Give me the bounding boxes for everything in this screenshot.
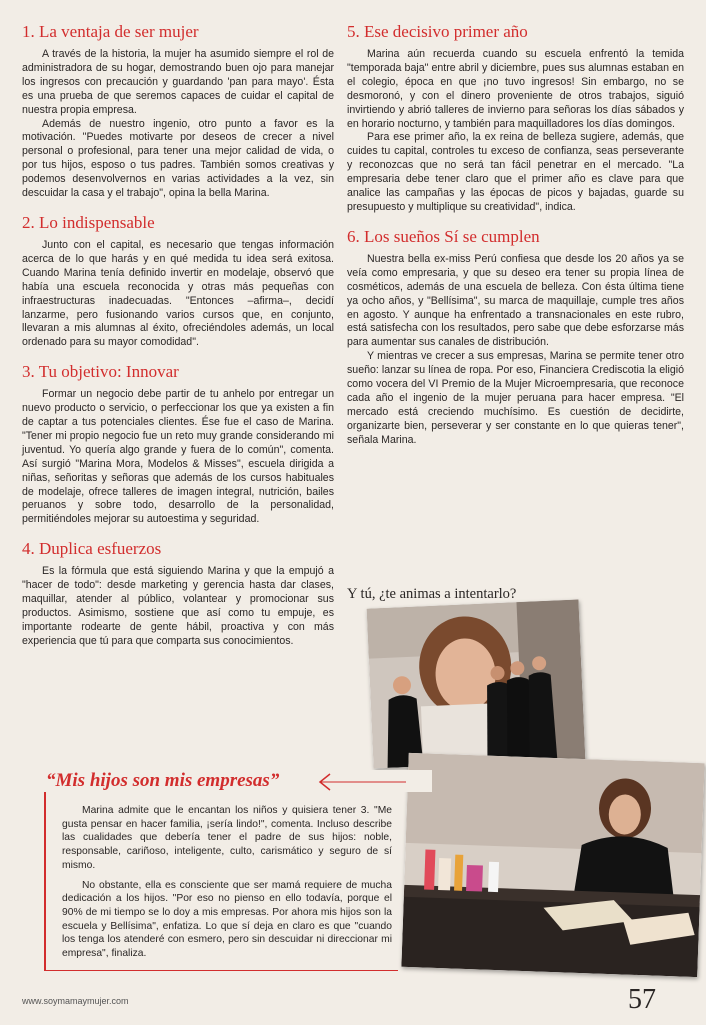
section-2 [22, 213, 334, 350]
paragraph: Formar un negocio debe partir de tu anhelo por entregar un nuevo producto o servicio, o perfeccionar los que ya existen a fin de captar a tus potenciales clientes. Ése fue el caso de Marina. "Tener mi propio negocio fue un reto muy grande considerando mi juventud. Yo quería algo grande y fuera de lo común", comenta. Así surgió "Marina Mora, Modelos & Misses", escuela dirigida a niñas, señoritas y señoras que además de los cursos habituales de modelaje, ofrece talleres de imagen integral, nutrición, bailes peruanos y sobre todo, desarrollo de la personalidad, permitiéndoles mejorar su autoestima y seguridad. [22, 388, 334, 526]
section-title: 5. Ese decisivo primer año [347, 22, 528, 41]
marina-desk-photo [401, 753, 704, 977]
paragraph: Nuestra bella ex-miss Perú confiesa que desde los 20 años ya se veía como empresaria, y que su deseo era tener su propia línea de cosméticos, además de una escuela de belleza. Con ésta última tiene ya ocho años, y "Bellísima", su marca de maquillaje, cumple tres años en agosto. Y aunque ha enfrentado a transnacionales en este rubro, está satisfecha con los resultados, pero sabe que debe esforzarse más para aumentar sus canales de distribución. [347, 252, 684, 349]
section-title: 6. Los sueños Sí se cumplen [347, 226, 540, 246]
page-number: 57 [628, 984, 656, 1015]
paragraph: Junto con el capital, es necesario que tengas información acerca de lo que harás y en qué medida tu idea será exitosa. Cuando Marina tenía definido invertir en modelaje, observó que había una escuela reconocida y otras más pequeñas con infraestructuras inadecuadas. "Entonces –afirma–, decidí lanzarme, pero fusionando varios cursos que, en conjunto, llevaran a mis alumnas al éxito, ofreciéndoles además, un local ordenado para su mayor comodidad". [22, 238, 334, 349]
closing-question: Y tú, ¿te animas a intentarlo? [347, 586, 517, 602]
paragraph: Para ese primer año, la ex reina de belleza sugiere, además, que cuides tu capital, controles tu exceso de confianza, seas perseverante y reconozcas que no será tan fácil penetrar en el mercado. "La empresaria debe tener claro que el primer año es clave para que analice las campañas y las épocas de picos y bajadas, guarde su presupuesto y multiplique su creatividad", indica. [347, 131, 684, 213]
paragraph: Además de nuestro ingenio, otro punto a favor es la motivación. "Puedes motivarte por deseos de crecer a nivel personal o profesional, para tener una mejor calidad de vida, o por tus hijos, esposo o tus padres. También somos creativas y podemos desenvolvernos en varias actividades a la vez, sin descuidar la casa y el trabajo", opina la bella Marina. [22, 117, 334, 200]
section-title: 1. La ventaja de ser mujer [22, 22, 199, 41]
right-column [347, 22, 684, 460]
left-column [22, 22, 334, 661]
section-4 [22, 539, 334, 648]
section-6 [347, 227, 684, 448]
section-5 [347, 22, 684, 215]
models-group-photo [367, 599, 586, 768]
sidebar-title: “Mis hijos son mis empresas” [40, 770, 432, 792]
section-3 [22, 362, 334, 527]
paragraph: No obstante, ella es consciente que ser mamá requiere de mucha dedicación a los hijos. "Por eso no pienso en ello todavía, porque el 90% de mi tiempo se lo doy a mis empresas. Por ahora mis hijos son la escuela y Bellísima", enfatiza. Lo que sí deja en claro es que "cuando los tenga los atenderé con esmero, pero sin descuidar ni direccionar mi empresa", finaliza. [62, 879, 392, 960]
section-title: 4. Duplica esfuerzos [22, 539, 162, 559]
paragraph: Marina aún recuerda cuando su escuela enfrentó la temida "temporada baja" entre abril y diciembre, pues sus alumnas estaban en el colegio, época en que ¡no tuvo ingresos! Sin embargo, no se desmoronó, y con el dinero proveniente de otros trabajos, siguió invirtiendo y abrió talleres de invierno para señoras los días sábados y en horario nocturno, y también para maquilladores los días domingos. [347, 48, 684, 130]
sidebar-text [62, 804, 392, 961]
paragraph: Es la fórmula que está siguiendo Marina y que la empujó a "hacer de todo": desde marketing y gerencia hasta dar clases, maquillar, atender al público, volantear y promocionar sus productos. Asimismo, sostiene que así como tu empuje, es importante rodearte de gente hábil, proactiva y con más experiencia que tú para que comparta sus conocimientos. [22, 565, 334, 647]
section-title: 2. Lo indispensable [22, 212, 155, 232]
arrow-icon [316, 771, 406, 793]
paragraph: A través de la historia, la mujer ha asumido siempre el rol de administradora de su hogar, demostrando buen ojo para manejar los ingresos con precaución y guardando 'pan para mayo'. Ésta es una prueba de que seremos capaces de cuidar el capital de nuestra propia empresa. [22, 48, 334, 116]
section-title: 3. Tu objetivo: Innovar [22, 362, 179, 382]
paragraph: Y mientras ve crecer a sus empresas, Marina se permite tener otro sueño: lanzar su línea de ropa. Por eso, Financiera Crediscotia la eligió como vocera del VI Premio de la Mujer Microempresaria, que reconoce cada año el ingenio de la mujer peruana para hacer empresa. "El mercado está creciendo muchísimo. Es cuestión de decidirte, organizarte bien, perseverar y ser constante en lo que quieras tener", señala Marina. [347, 350, 684, 446]
footer-url: www.soymamaymujer.com [22, 996, 129, 1006]
section-1 [22, 22, 334, 201]
paragraph: Marina admite que le encantan los niños y quisiera tener 3. "Me gusta pensar en hacer familia, ¡sería lindo!", comenta. Incluso describe las cualidades que debería tener el padre de sus hijos: noble, responsable, cariñoso, inteligente, culto, carismático y seguro de sí mismo. [62, 805, 392, 871]
